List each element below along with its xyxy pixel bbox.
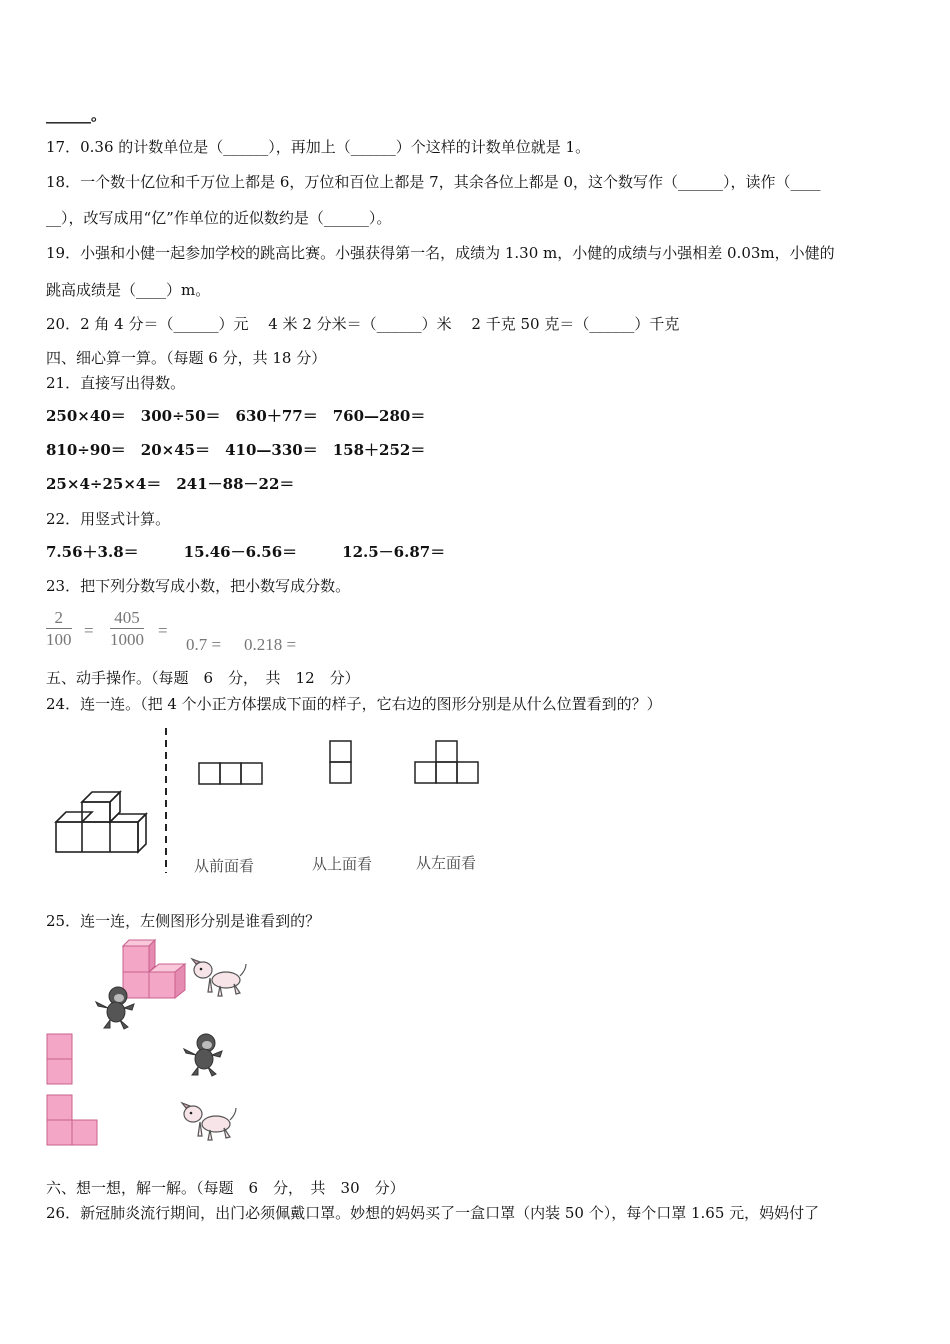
fraction-numerator: 2 <box>46 608 72 629</box>
section-6-heading: 六、想一想，解一解。（每题 6 分， 共 30 分） <box>46 1179 405 1197</box>
question-21: 21．直接写出得数。 <box>46 374 186 392</box>
equals-sign: = <box>158 621 168 640</box>
monkey-icon <box>92 984 138 1030</box>
caption-left-view: 从左面看 <box>416 854 477 872</box>
fraction-2-100 <box>46 608 72 651</box>
q22-row: 7.56＋3.8＝ 15.46－6.56＝ 12.5－6.87＝ <box>46 543 446 561</box>
question-19-line1: 19．小强和小健一起参加学校的跳高比赛。小强获得第一名，成绩为 1.30 m，小健的成绩与小强相差 0.03m，小健的 <box>46 244 835 262</box>
side-view-two-squares <box>46 1033 74 1087</box>
q21-row-3: 25×4÷25×4＝ 241－88－22＝ <box>46 475 295 493</box>
left-view-shape <box>414 740 484 786</box>
monkey-icon <box>180 1031 226 1077</box>
question-24: 24．连一连。（把 4 个小正方体摆成下面的样子，它右边的图形分别是从什么位置看到的？） <box>46 695 662 713</box>
question-25: 25．连一连，左侧图形分别是谁看到的？ <box>46 912 321 930</box>
question-23: 23．把下列分数写成小数，把小数写成分数。 <box>46 577 351 595</box>
fraction-denominator: 1000 <box>110 630 144 649</box>
section-5-heading: 五、动手操作。（每题 6 分， 共 12 分） <box>46 669 360 687</box>
cube-stack-figure <box>50 780 150 860</box>
section-4-heading: 四、细心算一算。（每题 6 分，共 18 分） <box>46 349 327 367</box>
dashed-divider <box>162 728 170 873</box>
dog-icon <box>190 956 248 998</box>
prev-line-blank: ______。 <box>46 106 107 124</box>
question-18-line2: __），改写成用“亿”作单位的近似数约是（______）。 <box>46 209 392 227</box>
fraction-405-1000 <box>110 608 144 651</box>
question-20: 20．2 角 4 分＝（______）元 4 米 2 分米＝（______）米 2 千克 50 克＝（______）千克 <box>46 315 680 333</box>
top-view-shape <box>329 740 355 786</box>
q21-row-1: 250×40＝ 300÷50＝ 630＋77＝ 760—280＝ <box>46 407 426 425</box>
question-26: 26．新冠肺炎流行期间，出门必须佩戴口罩。妙想的妈妈买了一盒口罩（内装 50 个），每个口罩 1.65 元，妈妈付了 <box>46 1204 820 1222</box>
front-view-shape <box>198 762 266 786</box>
decimal-0-218: 0.218 = <box>244 635 297 654</box>
question-22: 22．用竖式计算。 <box>46 510 171 528</box>
equals-sign: = <box>84 621 94 640</box>
fraction-numerator: 405 <box>110 608 144 629</box>
front-view-l-shape <box>46 1094 100 1148</box>
q21-row-2: 810÷90＝ 20×45＝ 410—330＝ 158＋252＝ <box>46 441 426 459</box>
question-18-line1: 18．一个数十亿位和千万位上都是 6，万位和百位上都是 7，其余各位上都是 0，这个数写作（______），读作（____ <box>46 173 821 191</box>
caption-top-view: 从上面看 <box>312 855 373 873</box>
dog-icon <box>180 1100 238 1142</box>
caption-front-view: 从前面看 <box>194 857 255 875</box>
question-17: 17．0.36 的计数单位是（______），再加上（______）个这样的计数单位就是 1。 <box>46 138 591 156</box>
fraction-denominator: 100 <box>46 630 72 649</box>
decimal-0-7: 0.7 = <box>186 635 222 654</box>
question-19-line2: 跳高成绩是（____）m。 <box>46 281 211 299</box>
